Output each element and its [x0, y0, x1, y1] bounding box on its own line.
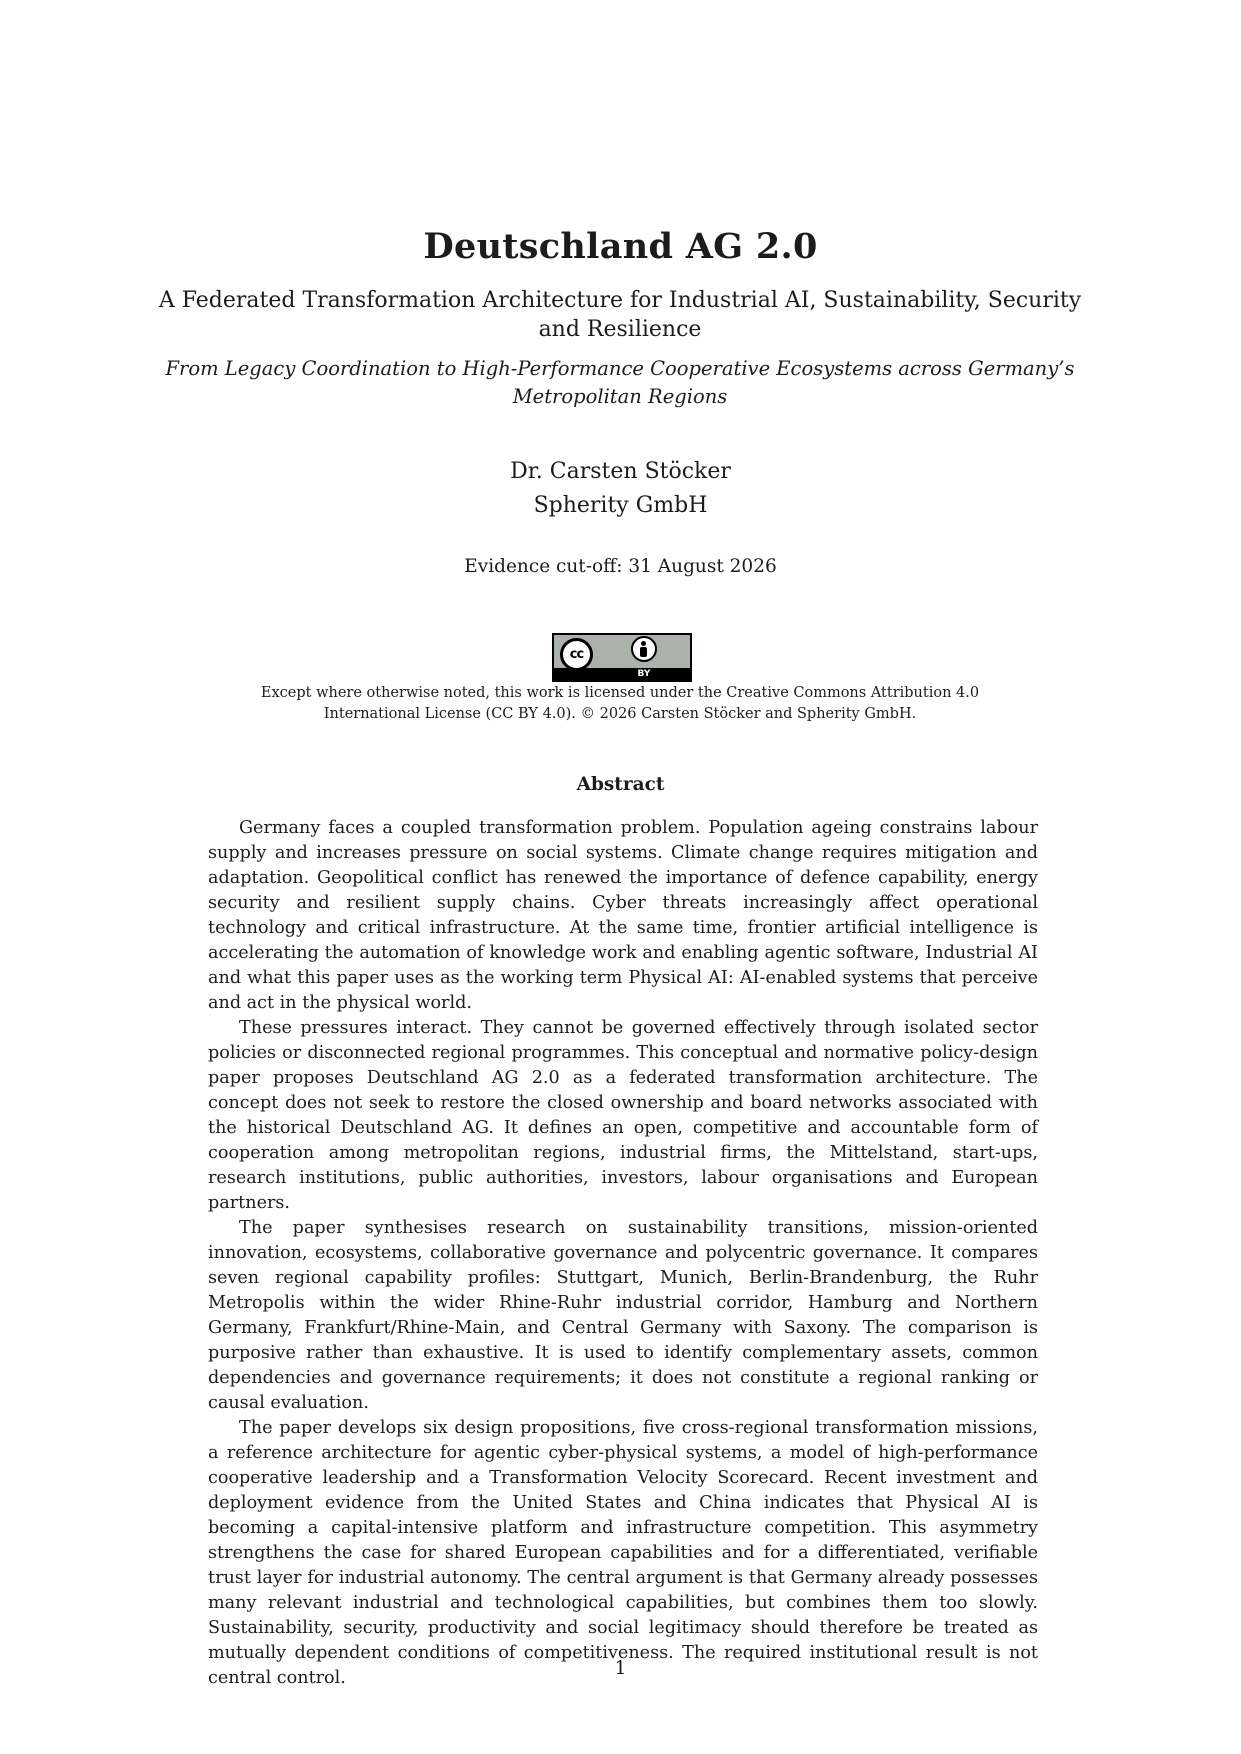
badge-bar [554, 668, 690, 680]
abstract-paragraph: Germany faces a coupled transformation problem. Population ageing constrains labour supply and increases pressure on social systems. Climate change requires mitigation and adaptation. Geopolitical conflict has renewed the importance of defence capability, energy security and resilient supply chains. Cyber threats increasingly affect operational technology and critical infrastructure. At the same time, frontier artificial intelligence is accelerating the automation of knowledge work and enabling agentic software, Industrial AI and what this paper uses as the working term Physical AI: AI-enabled systems that perceive and act in the physical world. [208, 818, 1038, 1013]
cc-by-license-badge[interactable] [552, 633, 692, 682]
abstract-paragraph: The paper synthesises research on sustainability transitions, mission-oriented innovation, ecosystems, collaborative governance and polycentric governance. It compares seven regional capability profiles: Stuttgart, Munich, Berlin-Brandenburg, the Ruhr Metropolis within the wider Rhine-Ruhr industrial corridor, Hamburg and Northern Germany, Frankfurt/Rhine-Main, and Central Germany with Saxony. The comparison is purposive rather than exhaustive. It is used to identify complementary assets, common dependencies and governance requirements; it does not constitute a regional ranking or causal evaluation. [208, 1218, 1038, 1413]
attribution-person-icon [631, 636, 657, 662]
evidence-cutoff: Evidence cut-off: 31 August 2026 [464, 556, 777, 577]
paper-tagline: From Legacy Coordination to High-Performance Cooperative Ecosystems across Germany’s Metropolitan Regions [165, 357, 1075, 408]
abstract-paragraph: These pressures interact. They cannot be governed effectively through isolated sector policies or disconnected regional programmes. This conceptual and normative policy-design paper proposes Deutschland AG 2.0 as a federated transformation architecture. The concept does not seek to restore the closed ownership and board networks associated with the historical Deutschland AG. It defines an open, competitive and accountable form of cooperation among metropolitan regions, industrial firms, the Mittelstand, start-ups, research institutions, public authorities, investors, labour organisations and European partners. [208, 1018, 1038, 1213]
cc-icon: cc [560, 638, 593, 671]
license-notice: Except where otherwise noted, this work is licensed under the Creative Commons Attribution 4.0 International License (CC BY 4.0). © 2026 Carsten Stöcker and Spherity GmbH. [260, 685, 980, 722]
abstract-heading: Abstract [576, 774, 665, 795]
author-affiliation: Spherity GmbH [533, 493, 708, 518]
author-name: Dr. Carsten Stöcker [510, 459, 731, 484]
badge-label: BY [637, 669, 651, 679]
paper-subtitle: A Federated Transformation Architecture for Industrial AI, Sustainability, Security and Resilience [158, 288, 1082, 342]
page-number: 1 [614, 1658, 627, 1679]
abstract-paragraph: The paper develops six design propositions, five cross-regional transformation missions, a reference architecture for agentic cyber-physical systems, a model of high-performance cooperative leadership and a Transformation Velocity Scorecard. Recent investment and deployment evidence from the United States and China indicates that Physical AI is becoming a capital-intensive platform and infrastructure competition. This asymmetry strengthens the case for shared European capabilities and for a differentiated, verifiable trust layer for industrial autonomy. The central argument is that Germany already possesses many relevant industrial and technological capabilities, but combines them too slowly. Sustainability, security, productivity and social legitimacy should therefore be treated as mutually dependent conditions of competitiveness. The required institutional result is not central control. [208, 1418, 1038, 1688]
abstract-body [208, 816, 1038, 1691]
paper-title: Deutschland AG 2.0 [423, 226, 818, 267]
author-block [0, 455, 1241, 523]
